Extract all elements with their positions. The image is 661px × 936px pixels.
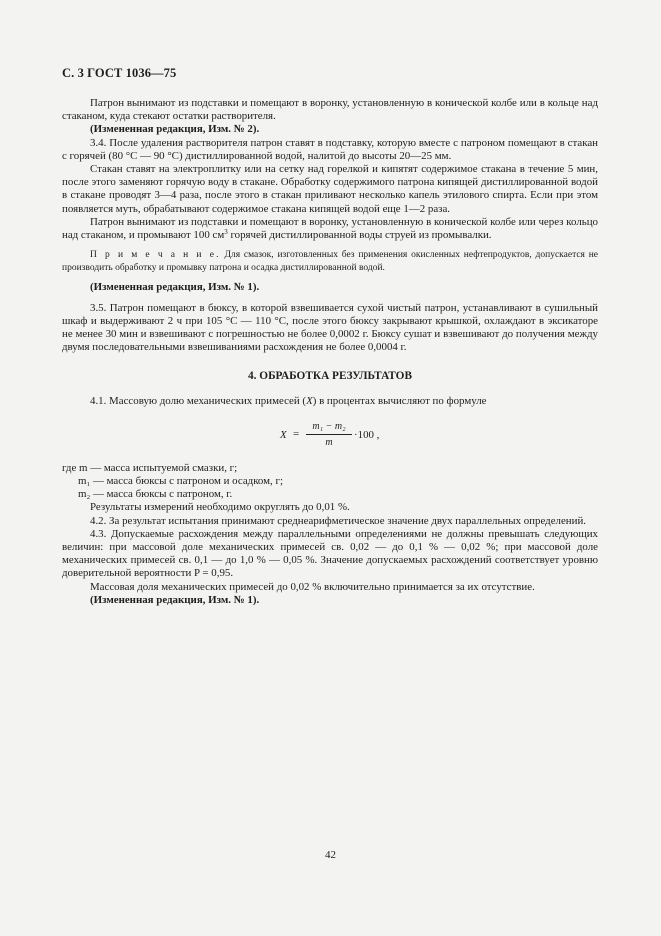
page-header: С. 3 ГОСТ 1036—75: [62, 66, 177, 80]
formula-fraction: [306, 420, 352, 449]
note: П р и м е ч а н и е. Для смазок, изготовленных без применения окисленных нефтепродуктов, допускается не производить обработку и промывку патрона и осадка дистиллированной водой.: [62, 250, 598, 273]
section-title: 4. ОБРАБОТКА РЕЗУЛЬТАТОВ: [248, 370, 412, 383]
definition: m₂ — масса бюксы с патроном, г.: [78, 488, 233, 501]
formula-equals: =: [293, 427, 300, 440]
formula: [62, 420, 598, 452]
formula-numerator: m₁ − m₂: [306, 420, 352, 435]
paragraph: Патрон вынимают из подставки и помещают в воронку, установленную в конической колбе или в кольце над стаканом, куда стекают остатки растворителя.: [62, 97, 598, 123]
page-number: 42: [325, 849, 336, 861]
edition-note: (Измененная редакция, Изм. № 1).: [90, 281, 260, 294]
paragraph: Стакан ставят на электроплитку или на сетку над горелкой и кипятят содержимое стакана в течение 5 мин, после этого заменяют горячую воду в стакане. Обработку содержимого патрона кипящей дистиллированной водой в стакане проводят 3—4 раза, после этого в стакан приливают несколько капель этилового спирта. Если при этом появляется муть, обрабатывают содержимое стакана кипящей водой еще 1—2 раза.: [62, 163, 598, 215]
definition: где m — масса испытуемой смазки, г;: [62, 461, 238, 474]
definitions: [62, 462, 598, 502]
paragraph: 4.2. За результат испытания принимают среднеарифметическое значение двух параллельных определений.: [90, 514, 587, 527]
definition: m₁ — масса бюксы с патроном и осадком, г;: [78, 475, 283, 488]
paragraph: 3.5. Патрон помещают в бюксу, в которой взвешивается сухой чистый патрон, устанавливают в сушильный шкаф и выдерживают 2 ч при 105 °С — 110 °С, после этого бюксу закрывают крышкой, охлаждают в эксикаторе не менее 30 мин и взвешивают с погрешностью не более 0,0002 г. Бюксу сушат и взвешивают до получения между двумя последовательными взвешиваниями расхождения не более 0,0004 г.: [62, 301, 598, 354]
paragraph: 4.1. Массовую долю механических примесей (X) в процентах вычисляют по формуле: [90, 394, 487, 407]
edition-note: (Измененная редакция, Изм. № 1).: [90, 593, 260, 606]
paragraph: 3.4. После удаления растворителя патрон ставят в подставку, которую вместе с патроном помещают в стакан с горячей (80 °С — 90 °С) дистиллированной водой, налитой до высоты 20—25 мм.: [62, 136, 598, 162]
formula-tail: ·100 ,: [354, 428, 380, 441]
paragraph: Патрон вынимают из подставки и помещают в воронку, установленную в конической колбе или через кольцо над стаканом, и промывают 100 $см^3$ горячей дистиллированной воды струей из промывалки.: [62, 215, 598, 242]
formula-denominator: m: [325, 437, 333, 449]
note-label: П р и м е ч а н и е.: [90, 250, 221, 261]
document-body: [62, 97, 598, 607]
formula-lhs: X: [280, 428, 287, 441]
paragraph: 4.3. Допускаемые расхождения между параллельными определениями не должны превышать следующих величин: при массовой доле механических примесей св. 0,02 — до 0,1 % — 0,02 %; при массовой доле механических примесей св. 0,1 — до 1,0 % — 0,05 %. Значение допускаемых расхождений соответствует уровню доверительной вероятности P = 0,95.: [62, 527, 598, 580]
edition-note: (Измененная редакция, Изм. № 2).: [90, 123, 260, 136]
paragraph: Результаты измерений необходимо округлять до 0,01 %.: [90, 501, 350, 514]
paragraph: Массовая доля механических примесей до 0,02 % включительно принимается за их отсутствие.: [90, 580, 535, 593]
